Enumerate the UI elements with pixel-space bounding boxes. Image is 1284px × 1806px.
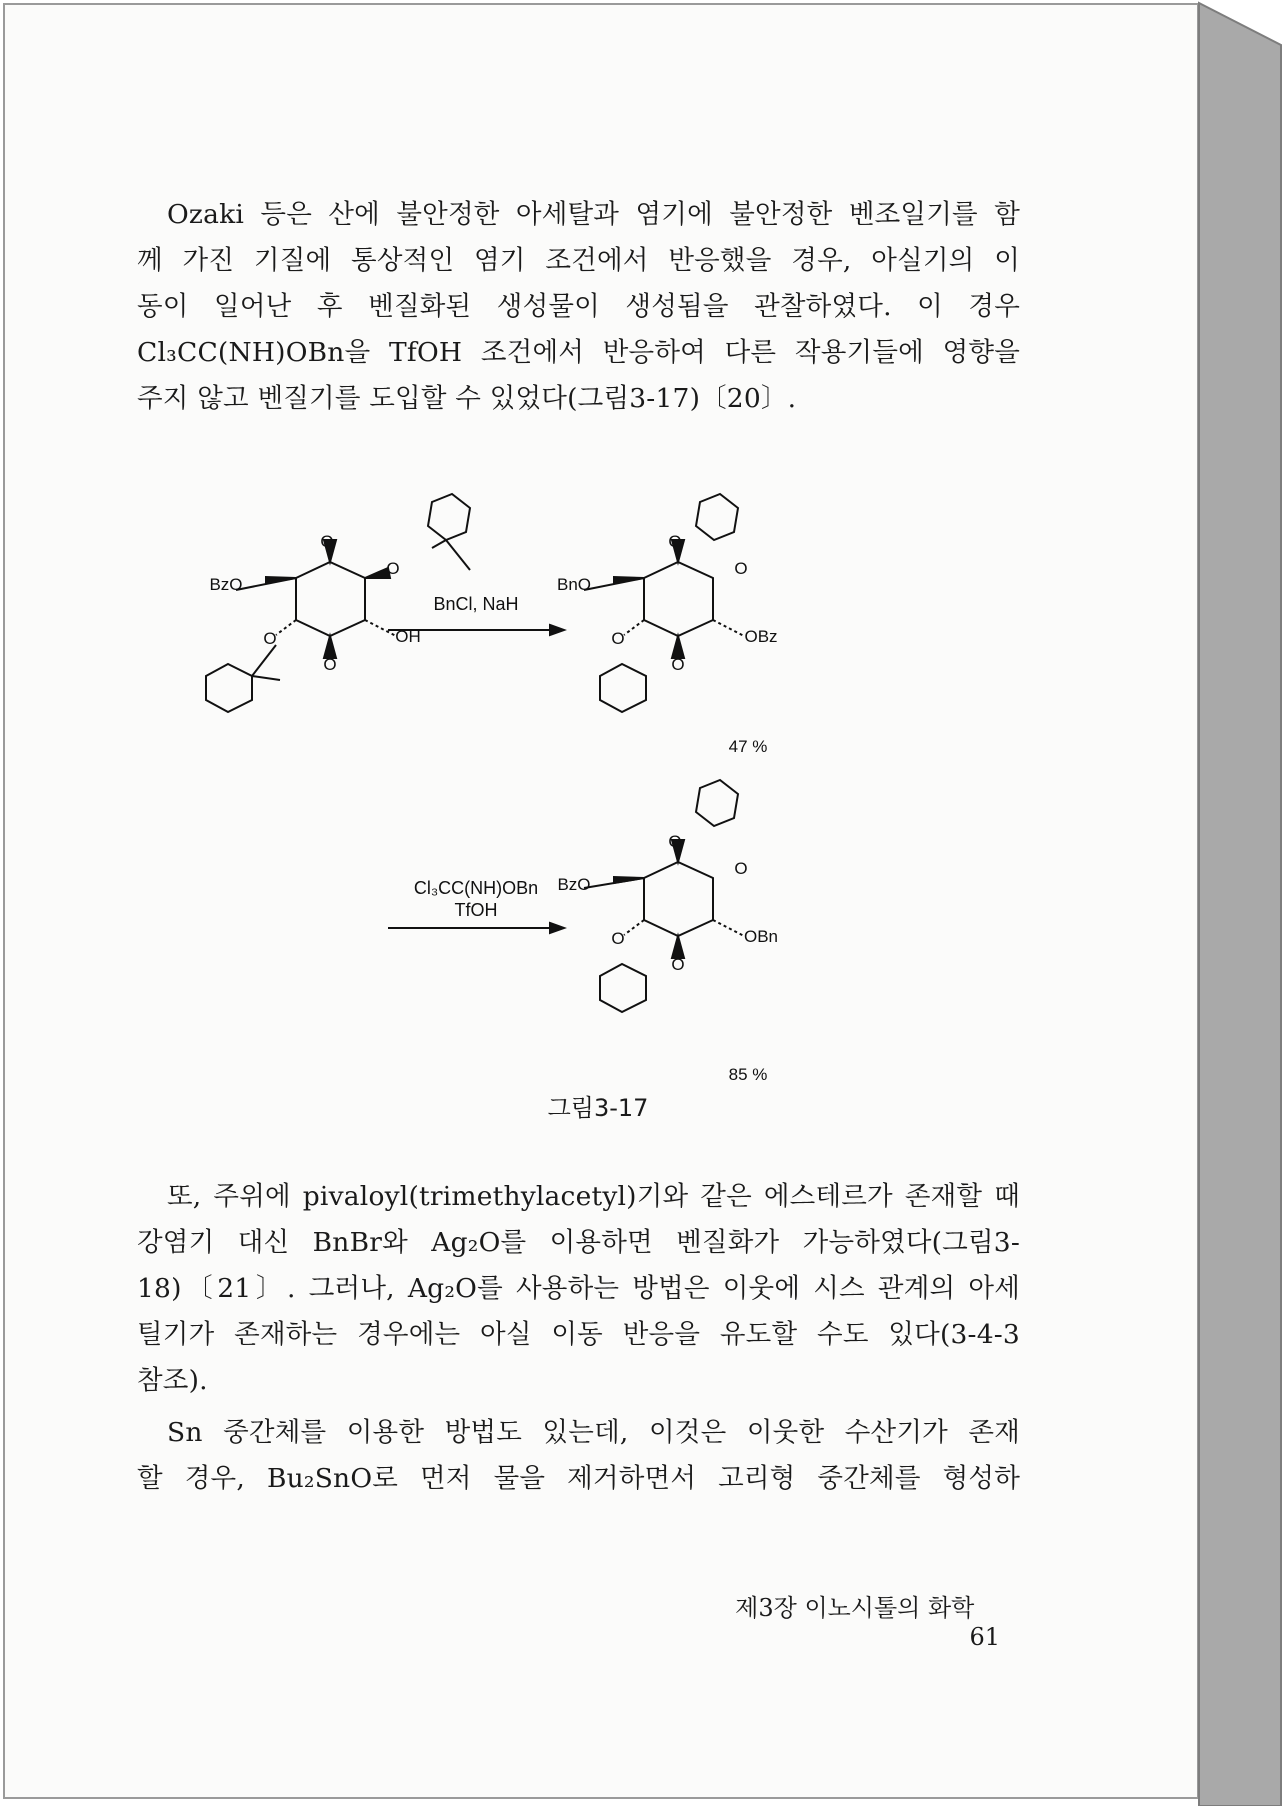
page-footer	[700, 1588, 1000, 1651]
p2-group-left: BzO	[557, 875, 591, 894]
p1-oxygen-bottom-left: O	[611, 629, 625, 648]
p1-cyclohexane-top	[696, 494, 738, 540]
sm-group-left: BzO	[209, 575, 243, 594]
sm-inositol-ring	[296, 562, 365, 636]
sm-oxygen-bottom-left: O	[263, 629, 277, 648]
sm-oxygen-top-right: O	[386, 559, 400, 578]
sm-group-right: OH	[395, 627, 421, 646]
paragraph-line: 18)〔21〕. 그러나, Ag₂O를 사용하는 방법은 이웃에 시스 관계의 아세	[137, 1273, 1020, 1304]
reaction1-reagent: BnCl, NaH	[433, 594, 519, 614]
paragraph-line: 또, 주위에 pivaloyl(trimethylacetyl)기와 같은 에스테르가 존재할 때	[167, 1181, 1020, 1212]
p2-cyclohexane-bottom	[600, 964, 646, 1012]
reaction2-reagent-line1: Cl₃CC(NH)OBn	[413, 878, 539, 898]
paragraph-line: 틸기가 존재하는 경우에는 아실 이동 반응을 유도할 수도 있다(3-4-3	[137, 1319, 1020, 1350]
p1-group-right: OBz	[744, 627, 778, 646]
figure-caption: 그림3-17	[547, 1094, 649, 1122]
reaction2-reagent-line2: TfOH	[454, 900, 498, 920]
p1-oxygen-bottom: O	[671, 655, 685, 674]
paragraph-line: Cl₃CC(NH)OBn을 TfOH 조건에서 반응하여 다른 작용기들에 영향을	[137, 337, 1020, 368]
p2-oxygen-top-left: O	[668, 832, 682, 851]
paragraph-line: Ozaki 등은 산에 불안정한 아세탈과 염기에 불안정한 벤조일기를 함	[167, 199, 1020, 230]
sm-cyclohexane-bottom	[206, 664, 252, 712]
paragraph-line: Sn 중간체를 이용한 방법도 있는데, 이것은 이웃한 수산기가 존재	[167, 1417, 1020, 1448]
paragraph-line: 주지 않고 벤질기를 도입할 수 있었다(그림3-17)〔20〕.	[137, 383, 797, 414]
paragraph-line: 께 가진 기질에 통상적인 염기 조건에서 반응했을 경우, 아실기의 이	[137, 245, 1020, 276]
paragraph-3	[137, 1410, 1020, 1502]
paragraph-line: 참조).	[137, 1365, 208, 1396]
reaction-scheme	[200, 470, 960, 1130]
reaction2-yield: 85 %	[728, 1065, 768, 1084]
reaction1-yield: 47 %	[728, 737, 768, 756]
paragraph-line: 강염기 대신 BnBr와 Ag₂O를 이용하면 벤질화가 가능하였다(그림3-	[137, 1227, 1020, 1258]
sm-oxygen-top-left: O	[320, 532, 334, 551]
paragraph-1	[137, 192, 1020, 422]
paragraph-line: 동이 일어난 후 벤질화된 생성물이 생성됨을 관찰하였다. 이 경우	[137, 291, 1020, 322]
p2-inositol-ring	[644, 862, 713, 936]
p1-oxygen-top-right: O	[734, 559, 748, 578]
paragraph-2	[137, 1174, 1020, 1404]
paragraph-line: 할 경우, Bu₂SnO로 먼저 물을 제거하면서 고리형 중간체를 형성하	[137, 1463, 1020, 1494]
p1-group-left: BnO	[556, 575, 592, 594]
sm-oxygen-bottom: O	[323, 655, 337, 674]
sm-cyclohexane-top	[428, 494, 470, 540]
p1-oxygen-top-left: O	[668, 532, 682, 551]
chapter-title: 제3장 이노시톨의 화학	[735, 1594, 975, 1622]
p1-cyclohexane-bottom	[600, 664, 646, 712]
p2-oxygen-bottom: O	[671, 955, 685, 974]
p2-oxygen-top-right: O	[734, 859, 748, 878]
p2-cyclohexane-top	[696, 780, 738, 826]
p1-inositol-ring	[644, 562, 713, 636]
p2-group-right: OBn	[743, 927, 779, 946]
page-number: 61	[969, 1623, 1000, 1651]
p2-oxygen-bottom-left: O	[611, 929, 625, 948]
